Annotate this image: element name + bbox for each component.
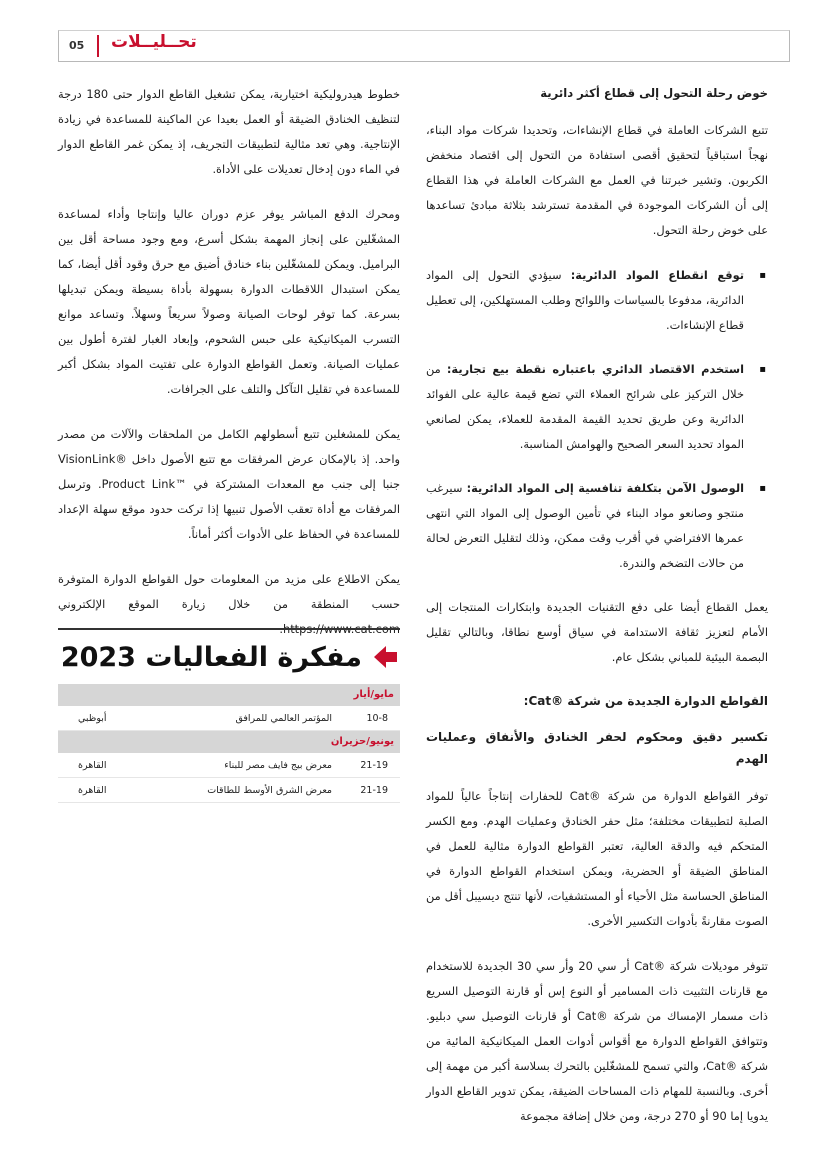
header-divider [97,35,99,57]
section-name: تحــليــلات [111,32,197,52]
event-name: معرض الشرق الأوسط للطاقات [207,784,332,796]
heading-main: خوض رحلة التحول إلى قطاع أكثر دائرية [540,86,768,100]
fleet-paragraph: يمكن للمشغلين تتبع أسطولهم الكامل من الملحقات والآلات من مصدر واحد. إذ بالإمكان عرض المرفقات مع تتبع الأصول داخل ®VisionLink جنبا إلى جنب مع المعدات المشتركة في ™Product Link. وترسل المرفقات مع أداة تعقب الأصول تنبيها إذا تركت حدود موقع سهلة الإعداد للمساعدة في الحفاظ على الأدوات أكثر أماناً. [58,427,401,541]
right-column [426,82,768,1149]
bullet-text: سيرغب منتجو وصانعو مواد البناء في تأمين الوصول إلى المواد التي انتهى عمرها الافتراضي في أقرب وقت ممكن، وذلك لتقليل التعرض لحالة من حالات التضخم والندرة. [426,481,744,570]
precise-paragraph: توفر القواطع الدوارة من شركة ®Cat للحفارات إنتاجاً عالياً للمواد الصلبة لتطبيقات مختلفة؛ مثل حفر الخنادق وعمليات الهدم. ومع الكسر المتحكم فيه والدقة العالية، تعتبر القواطع الدوارة مثالية للعمل في المناطق الضيقة أو الحضرية، ويمكن استخدام القواطع الدوارة في المناطق الحساسة مثل الأحياء أو المستشفيات، لأنها تنتج ديسيبل أقل من الصوت مقارنةً بأدوات التكسير الأخرى. [426,789,769,928]
events-divider [58,628,400,630]
event-city: أبوظبي [78,712,107,724]
push-paragraph: يعمل القطاع أيضا على دفع التقنيات الجديدة وابتكارات المنتجات إلى الأمام لتعزيز ثقافة الاستدامة في سياق أوسع نطاقا، وبالتالي تقليل البصمة البيئية للمباني بشكل عام. [426,600,768,664]
heading-precise: تكسير دقيق ومحكوم لحفر الخنادق والأنفاق وعمليات الهدم [426,730,768,766]
page-number: 05 [69,39,85,52]
bullet-text: من خلال التركيز على شرائح العملاء التي تضع قيمة عالية على الفوائد الدائرية وعن طريق تحديد القيمة المقدمة للعملاء، يمكن لصانعي المواد تحديد السعر الصحيح والهوامش المناسبة. [426,362,744,451]
list-item [426,476,744,576]
list-item [426,357,744,457]
event-date: 21-19 [360,759,388,771]
bullet-text: سيؤدي التحول إلى المواد الدائرية، مدفوعا بالسياسات واللوائح وطلب المستهلكين، إلى تعطيل قطاع الإنشاءات. [426,268,744,332]
month-header: مايو/أيار [58,684,400,706]
arrow-left-icon [370,642,400,672]
table-row [58,706,400,731]
events-title: مفكرة الفعاليات 2023 [60,641,362,673]
event-city: القاهرة [78,759,107,771]
event-name: معرض بيج فايف مصر للبناء [224,759,332,771]
bullet-title: توقع انقطاع المواد الدائرية: [570,268,744,282]
table-row [58,778,400,803]
event-city: القاهرة [78,784,107,796]
list-item [426,263,744,338]
models-paragraph: تتوفر موديلات شركة ®Cat أر سي 20 وأر سي 30 الجديدة للاستخدام مع قارنات التثبيت ذات المسامير أو النوع إس أو قارنة التوصيل السريع ذات مسمار الإمساك من شركة ®Cat أو قارنات التوصيل سي دبليو. وتتوافق القواطع الدوارة مع أقواس أدوات العمل الميكانيكية المائية من شركة ®Cat، والتي تسمح للمشغّلين بالتحرك بسلاسة أكبر من مهمة إلى أخرى. وبالنسبة للمهام ذات المساحات الضيقة، يمكن تدوير القاطع الدوار يدويا إما 90 أو 270 درجة، ومن خلال إضافة مجموعة [426,959,768,1123]
events-calendar [58,628,400,803]
info-paragraph: يمكن الاطلاع على مزيد من المعلومات حول القواطع الدوارة المتوفرة حسب المنطقة من خلال زيارة الموقع الإلكتروني [58,572,400,611]
hydraulic-paragraph: خطوط هيدروليكية اختيارية، يمكن تشغيل القاطع الدوار حتى 180 درجة لتنظيف الخنادق الضيقة أو العمل بعيدا عن الماكينة للمساعدة في زيادة الإنتاجية. وهي تعد مثالية لتطبيقات التجريف، إذ يمكن غمر القاطع الدوار في الماء دون إدخال تعديلات على الأداة. [58,87,400,176]
heading-cat: القواطع الدوارة الجديدة من شركة ®Cat: [523,694,768,708]
event-date: 21-19 [360,784,388,796]
motor-paragraph: ومحرك الدفع المباشر يوفر عزم دوران عاليا وإنتاجا وأداء لمساعدة المشغّلين على إنجاز المهمة بشكل أسرع، ومع وجود مساحة أقل بين البراميل. ويمكن للمشغّلين بناء خنادق أضيق مع حرق وقود أقل أيضا، كما يمكن استبدال اللاقطات الدوارة بسهولة بأداة بسيطة ويمكن تبديلها بسرعة. كما توفر لوحات الصيانة وصولاً سريعاً وسهلاً. وتساعد موانع التسرب الميكانيكية على حبس الشحوم، وإبعاد الغبار لفترة أطول بين عمليات الصيانة. وتعمل القواطع الدوارة على تفتيت المواد بشكل أكبر للمساعدة في تقليل التآكل والتلف على الجرافات. [58,207,400,396]
bullet-title: استخدم الاقتصاد الدائري باعتباره نقطة بيع تجارية: [446,362,745,376]
event-name: المؤتمر العالمي للمرافق [235,712,332,724]
events-header [58,640,400,674]
left-column [58,82,400,662]
principles-list [426,263,768,576]
intro-paragraph: تتبع الشركات العاملة في قطاع الإنشاءات، وتحديدا شركات مواد البناء، نهجاً استباقياً لتحقيق أقصى استفادة من التحول إلى اقتصاد منخفض الكربون. وتشير خبرتنا في العمل مع الشركات العاملة في هذا القطاع إلى أن الشركات الموجودة في المقدمة تسترشد بثلاثة مبادئ تساعدها على خوض رحلة التحول. [426,123,768,237]
event-date: 10-8 [366,712,388,724]
month-header: يونيو/حزيران [58,731,400,753]
bullet-title: الوصول الآمن بتكلفة تنافسية إلى المواد الدائرية: [466,481,744,495]
table-row [58,753,400,778]
page-header [58,30,790,62]
